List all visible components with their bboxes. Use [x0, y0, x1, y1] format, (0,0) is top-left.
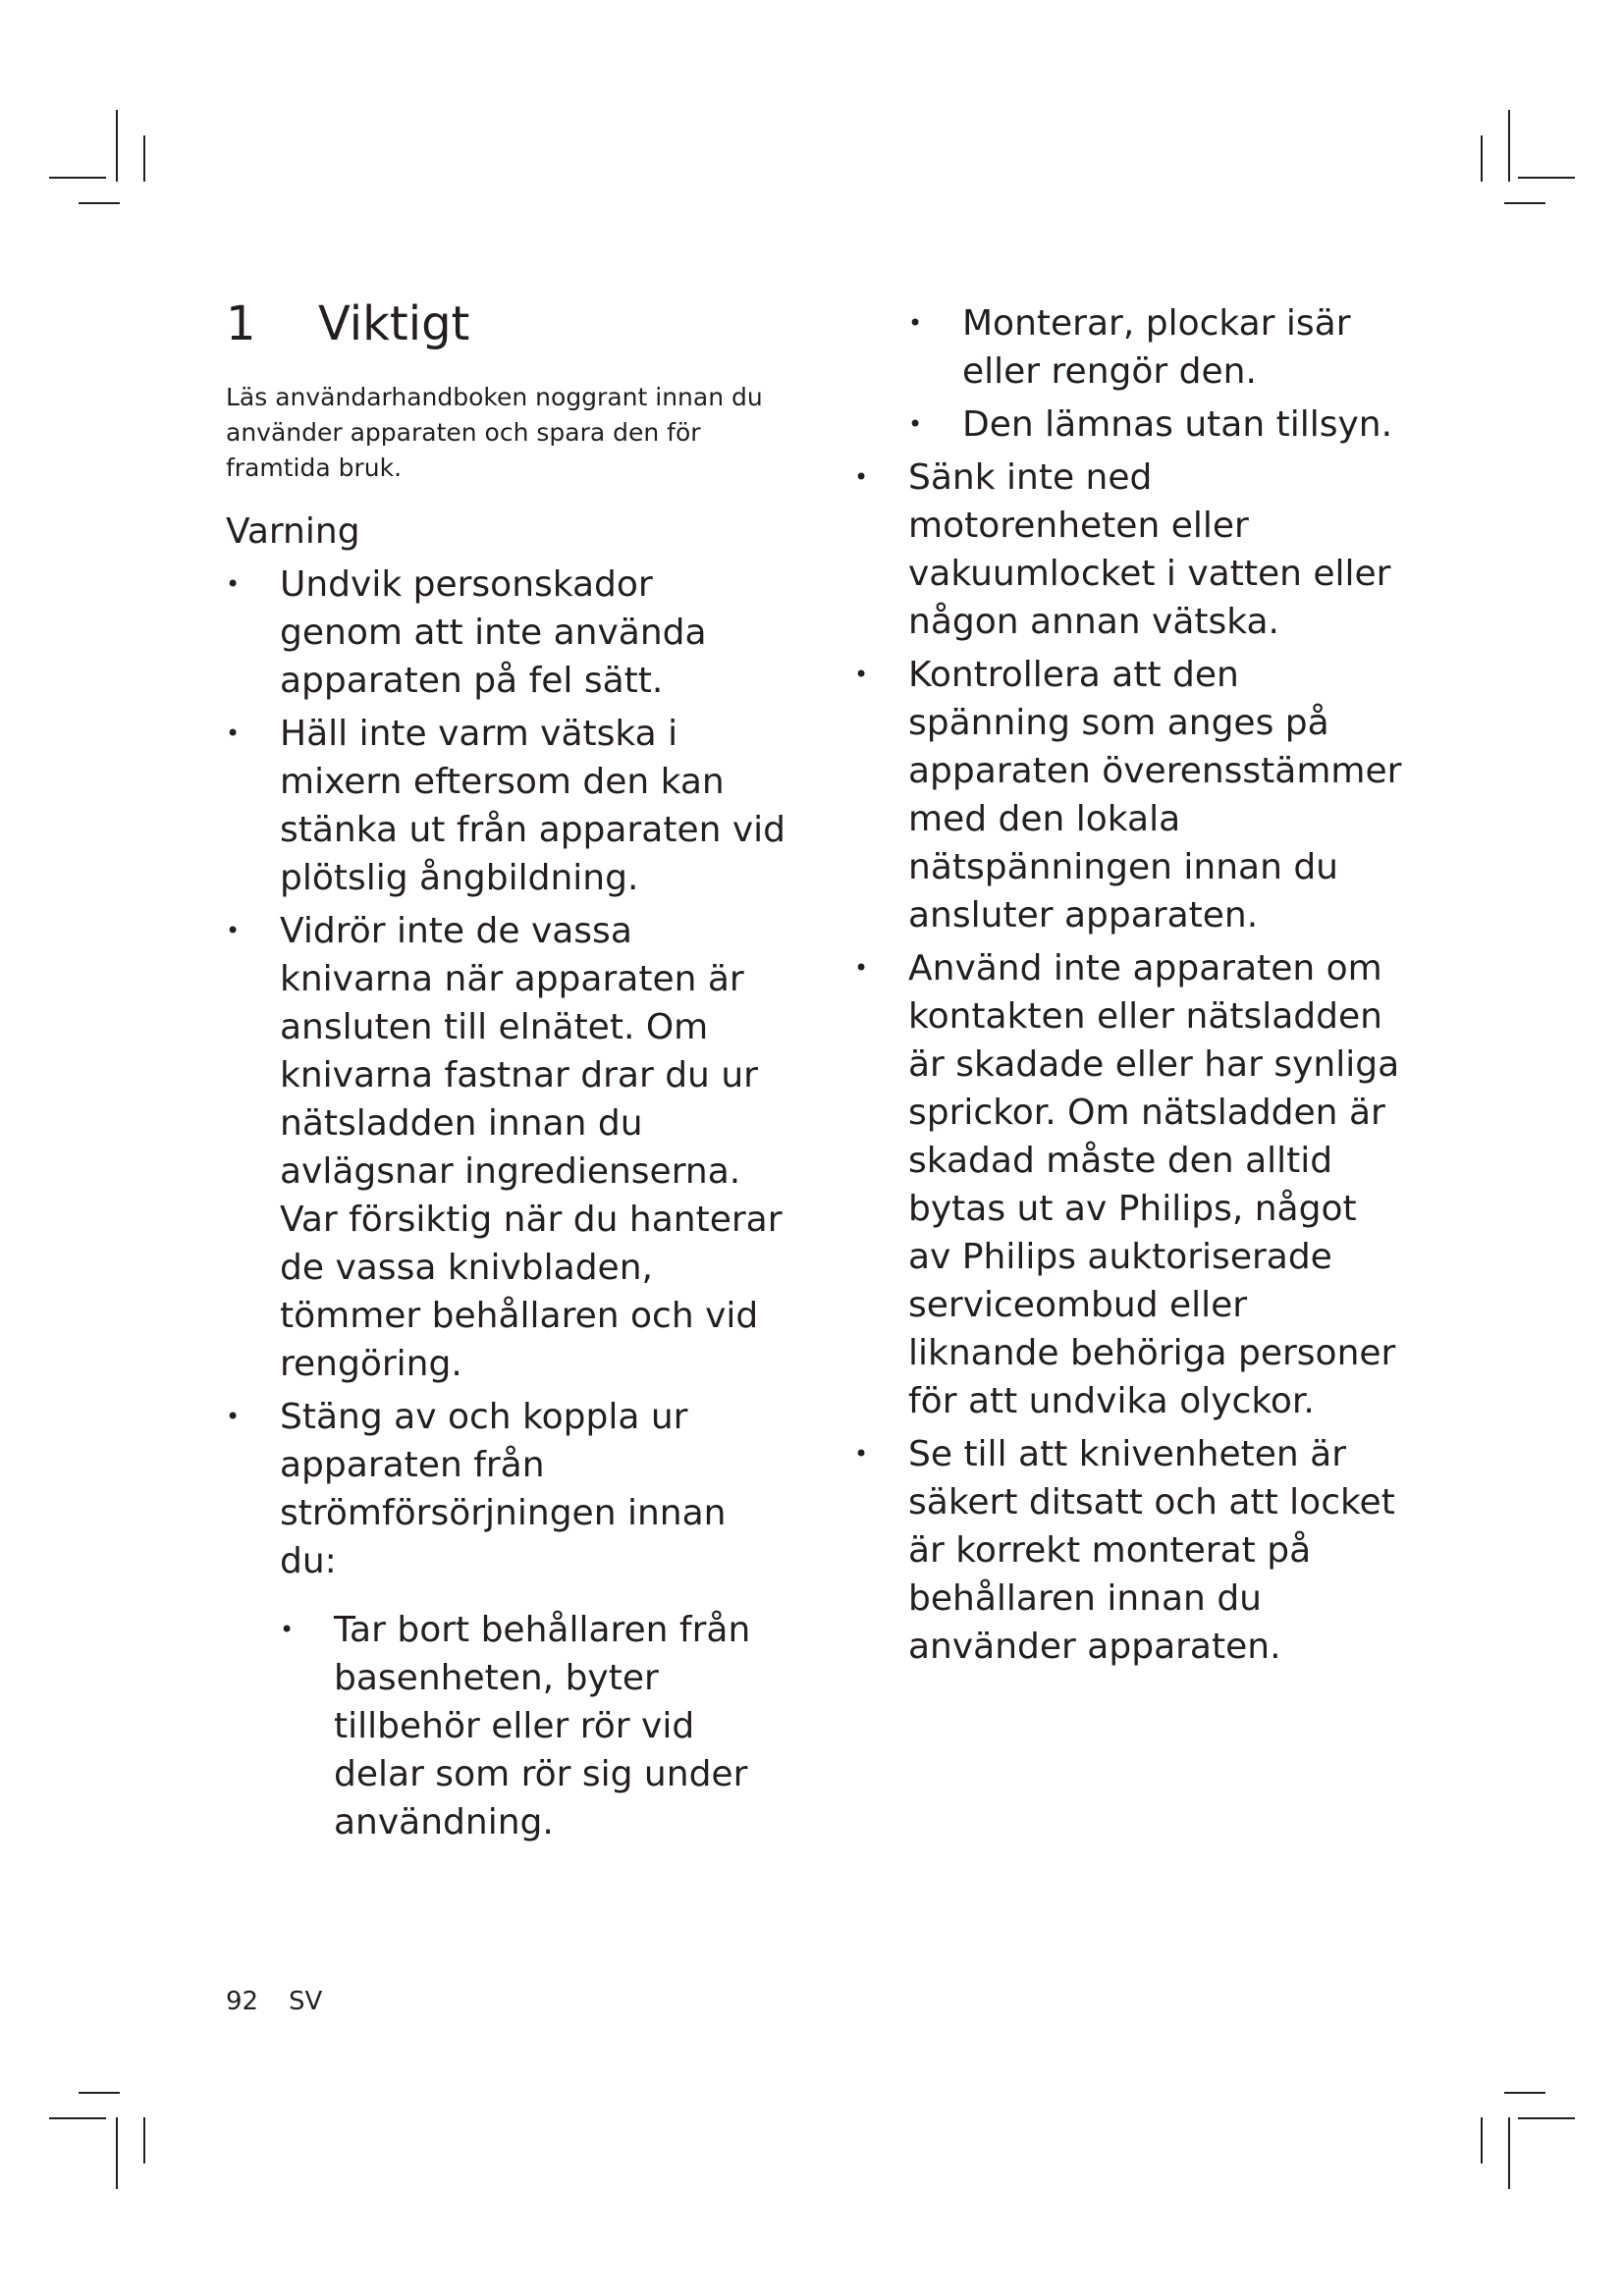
- page-footer: [226, 1984, 322, 2019]
- bullet: •: [908, 410, 923, 438]
- bullet: •: [226, 720, 241, 747]
- bullet: •: [854, 954, 869, 982]
- section-title-text: Viktigt: [318, 296, 470, 351]
- list-item-text: Den lämnas utan tillsyn.: [962, 404, 1393, 445]
- list-item-text: Använd inte apparaten om kontakten eller nätsladden är skadade eller har synliga sprickor. Om nätsladden är skadad måste den alltid bytas ut av Philips, något av Philips auktoriserade serviceombud eller liknande behöriga personer för att undvika olyckor.: [908, 948, 1400, 1421]
- crop-mark: [1518, 2117, 1575, 2119]
- list-item-text: Häll inte varm vätska i mixern eftersom den kan stänka ut från apparaten vid plötslig ångbildning.: [280, 714, 786, 898]
- bullet: •: [226, 1403, 241, 1430]
- section-number: 1: [226, 296, 256, 351]
- right-column: [854, 299, 1404, 1676]
- sub-list-continued: [908, 299, 1404, 449]
- page-number: 92: [226, 1987, 259, 2016]
- warning-list-continued: [854, 454, 1404, 1671]
- bullet: •: [226, 570, 241, 598]
- list-item-text: Se till att knivenheten är säkert ditsatt och att locket är korrekt monterat på behållaren innan du använder apparaten.: [908, 1434, 1395, 1667]
- crop-mark: [1518, 177, 1575, 179]
- crop-mark: [116, 110, 118, 182]
- section-title: [226, 294, 469, 353]
- bullet: •: [908, 309, 923, 337]
- crop-mark: [143, 2117, 145, 2163]
- crop-mark: [49, 2117, 106, 2119]
- list-item-text: Tar bort behållaren från basenheten, byter tillbehör eller rör vid delar som rör sig under användning.: [334, 1610, 751, 1842]
- bullet: •: [854, 661, 869, 688]
- bullet: •: [854, 1440, 869, 1468]
- sub-list-item: [908, 299, 1404, 396]
- bullet: •: [854, 463, 869, 491]
- crop-mark: [1481, 135, 1483, 182]
- list-item-text: Monterar, plockar isär eller rengör den.: [962, 303, 1351, 392]
- list-item-text: Stäng av och koppla ur apparaten från strömförsörjningen innan du:: [280, 1397, 727, 1581]
- sub-list: [280, 1606, 785, 1846]
- sub-list-item: [280, 1606, 785, 1846]
- crop-mark: [1508, 2117, 1510, 2189]
- warning-list: [226, 561, 785, 1846]
- left-column: [226, 561, 785, 1851]
- list-item: [854, 454, 1404, 646]
- list-item: [854, 1430, 1404, 1671]
- list-item-text: Undvik personskador genom att inte använda apparaten på fel sätt.: [280, 564, 707, 701]
- list-item: [226, 710, 785, 902]
- list-item-text: Vidrör inte de vassa knivarna när apparaten är ansluten till elnätet. Om knivarna fastnar drar du ur nätsladden innan du avlägsnar ingredienserna. Var försiktig när du hanterar de vassa knivbladen, tömmer behållaren och vid rengöring.: [280, 911, 783, 1384]
- list-item-text: Kontrollera att den spänning som anges på apparaten överensstämmer med den lokala nätspänningen innan du ansluter apparaten.: [908, 655, 1402, 935]
- crop-mark: [79, 2092, 120, 2094]
- language-code: SV: [289, 1987, 323, 2016]
- crop-mark: [79, 202, 120, 204]
- crop-mark: [143, 135, 145, 182]
- list-item: [854, 944, 1404, 1425]
- list-item-text: Sänk inte ned motorenheten eller vakuumlocket i vatten eller någon annan vätska.: [908, 457, 1391, 642]
- bullet: •: [280, 1616, 295, 1643]
- list-item: [226, 561, 785, 705]
- crop-mark: [1508, 110, 1510, 182]
- warning-heading: Varning: [226, 511, 360, 552]
- intro-paragraph: Läs användarhandboken noggrant innan du använder apparaten och spara den för framtida bruk.: [226, 383, 763, 482]
- sub-list-item: [908, 400, 1404, 449]
- crop-mark: [1504, 2092, 1545, 2094]
- crop-mark: [49, 177, 106, 179]
- crop-mark: [116, 2117, 118, 2189]
- list-item: [226, 1393, 785, 1846]
- crop-mark: [1481, 2117, 1483, 2163]
- crop-mark: [1504, 202, 1545, 204]
- list-item: [226, 907, 785, 1388]
- list-item: [854, 651, 1404, 939]
- bullet: •: [226, 917, 241, 944]
